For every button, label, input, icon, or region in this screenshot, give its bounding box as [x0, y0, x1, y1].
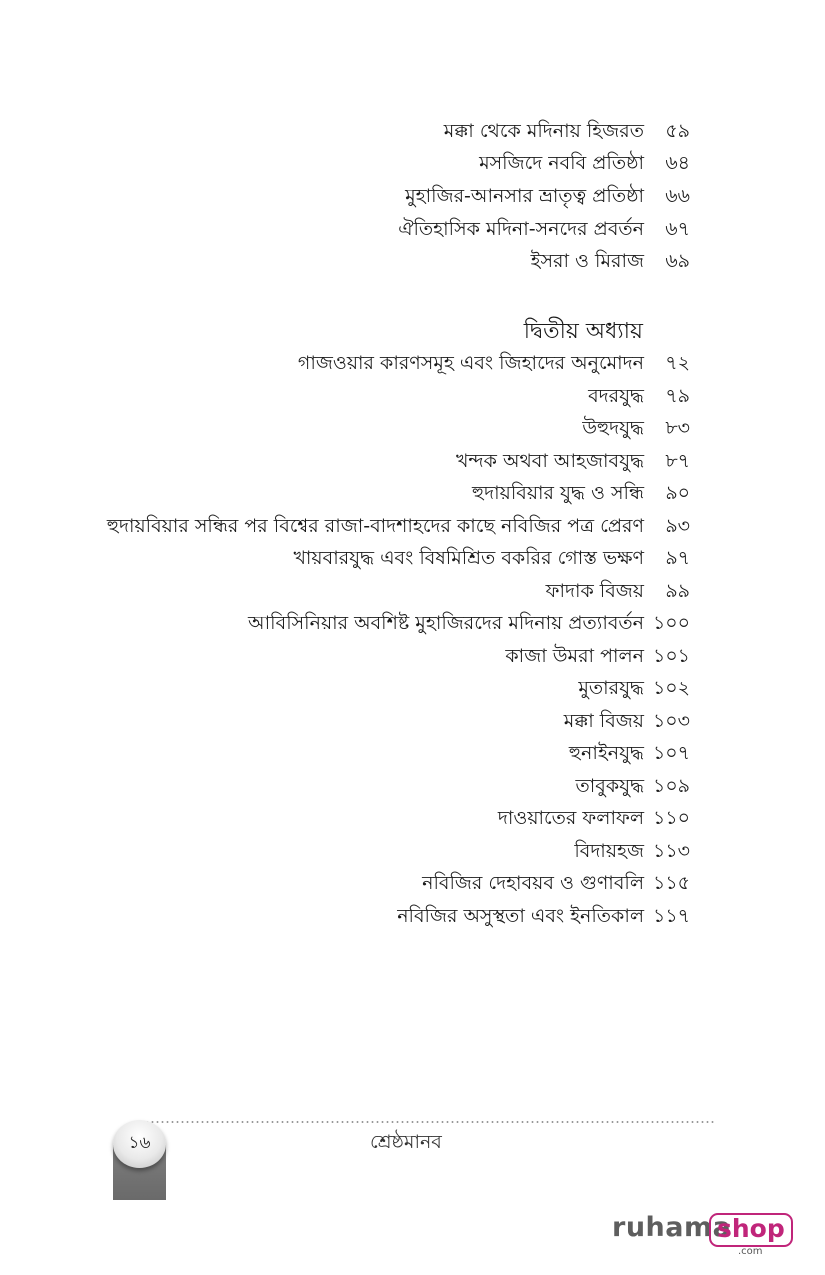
toc-entry-page: ৬৯ — [665, 250, 690, 272]
toc-entry-title: বদরযুদ্ধ — [588, 385, 644, 407]
toc-entry-page: ৬৪ — [665, 152, 690, 174]
page-number: ১৬ — [128, 1133, 151, 1153]
toc-entry-page: ৭৯ — [665, 385, 690, 407]
toc-entry-page: ১০২ — [652, 677, 690, 699]
toc-entry[interactable] — [479, 149, 690, 181]
chapter-heading: দ্বিতীয় অধ্যায় — [523, 319, 643, 344]
toc-entry-title: মসজিদে নববি প্রতিষ্ঠা — [479, 152, 644, 174]
toc-entry-page: ৯৭ — [665, 547, 690, 569]
toc-entry[interactable] — [578, 674, 690, 706]
toc-entry[interactable] — [248, 609, 690, 641]
toc-entry-title: মক্কা থেকে মদিনায় হিজরত — [443, 120, 644, 142]
toc-entry-page: ৬৬ — [665, 185, 690, 207]
toc-entry[interactable] — [574, 837, 690, 869]
toc-entry-page: ৮৩ — [665, 417, 690, 439]
toc-entry-page: ৫৯ — [665, 120, 690, 142]
toc-entry-page: ১১৫ — [653, 872, 690, 894]
toc-entry-page: ৯৯ — [665, 580, 690, 602]
toc-entry-title: হুদায়বিয়ার যুদ্ধ ও সন্ধি — [472, 482, 644, 504]
toc-entry-page: ১১০ — [652, 807, 690, 829]
toc-entry-page: ৯৩ — [665, 515, 690, 537]
toc-entry[interactable] — [531, 247, 690, 279]
toc-entry[interactable] — [456, 447, 690, 479]
toc-entry[interactable] — [505, 642, 690, 674]
page-number-badge — [113, 1120, 166, 1168]
toc-entry[interactable] — [405, 182, 690, 214]
toc-entry-title: আবিসিনিয়ার অবশিষ্ট মুহাজিরদের মদিনায় প্রত্যাবর্তন — [248, 612, 644, 634]
toc-entry-page: ১০১ — [652, 645, 690, 667]
toc-entry[interactable] — [575, 772, 690, 804]
toc-entry[interactable] — [472, 479, 690, 511]
toc-entry[interactable] — [422, 869, 690, 901]
toc-entry-title: গাজওয়ার কারণসমূহ এবং জিহাদের অনুমোদন — [297, 352, 644, 374]
toc-entry-title: তাবুকযুদ্ধ — [575, 775, 644, 797]
toc-entry-page: ১০০ — [652, 612, 690, 634]
watermark-text: ruhama — [612, 1212, 732, 1243]
toc-entry-title: দাওয়াতের ফলাফল — [497, 807, 644, 829]
toc-entry[interactable] — [582, 414, 690, 446]
footer-divider — [140, 1120, 715, 1124]
toc-entry-title: হুদায়বিয়ার সন্ধির পর বিশ্বের রাজা-বাদশাহদের কাছে নবিজির পত্র প্রেরণ — [106, 515, 644, 537]
toc-entry-title: বিদায়হজ — [574, 840, 644, 862]
toc-entry-title: মুতারযুদ্ধ — [578, 677, 644, 699]
toc-entry[interactable] — [444, 117, 690, 149]
toc-entry-title: ঐতিহাসিক মদিনা-সনদের প্রবর্তন — [398, 218, 644, 240]
toc-entry[interactable] — [588, 382, 690, 414]
toc-entry-title: ফাদাক বিজয় — [545, 580, 644, 602]
toc-entry-page: ৯০ — [665, 482, 690, 504]
toc-entry-page: ১১৭ — [652, 905, 690, 927]
toc-entry[interactable] — [398, 215, 690, 247]
toc-entry-page: ১০৯ — [652, 775, 690, 797]
running-book-title: শ্রেষ্ঠমানব — [370, 1131, 442, 1153]
toc-entry[interactable] — [564, 707, 690, 739]
toc-entry-page: ৬৭ — [665, 218, 690, 240]
toc-entry[interactable] — [293, 544, 690, 576]
toc-entry-page: ১০৩ — [652, 710, 690, 732]
toc-entry[interactable] — [397, 902, 690, 934]
toc-entry-title: কাজা উমরা পালন — [505, 645, 644, 667]
toc-entry[interactable] — [298, 349, 690, 381]
toc-entry[interactable] — [107, 512, 690, 544]
toc-entry-page: ৭২ — [665, 352, 690, 374]
toc-entry-title: মুহাজির-আনসার ভ্রাতৃত্ব প্রতিষ্ঠা — [405, 185, 644, 207]
watermark-shop-badge: shop — [709, 1213, 793, 1247]
toc-entry[interactable] — [569, 739, 690, 771]
toc-entry-title: নবিজির অসুস্থতা এবং ইনতিকাল — [397, 905, 644, 927]
toc-entry-page: ১০৭ — [652, 742, 690, 764]
watermark-domain: .com — [738, 1246, 763, 1257]
toc-entry-title: নবিজির দেহাবয়ব ও গুণাবলি — [422, 872, 644, 894]
toc-entry-page: ১১৩ — [652, 840, 690, 862]
toc-entry[interactable] — [546, 577, 690, 609]
toc-entry-title: ইসরা ও মিরাজ — [530, 250, 644, 272]
toc-entry-page: ৮৭ — [665, 450, 690, 472]
toc-entry-title: খায়বারযুদ্ধ এবং বিষমিশ্রিত বকরির গোস্ত ভক্ষণ — [293, 547, 644, 569]
toc-entry-title: উহুদযুদ্ধ — [582, 417, 644, 439]
toc-entry[interactable] — [498, 804, 690, 836]
toc-entry-title: মক্কা বিজয় — [563, 710, 644, 732]
toc-entry-title: হুনাইনযুদ্ধ — [568, 742, 644, 764]
toc-entry-title: খন্দক অথবা আহজাবযুদ্ধ — [455, 450, 644, 472]
